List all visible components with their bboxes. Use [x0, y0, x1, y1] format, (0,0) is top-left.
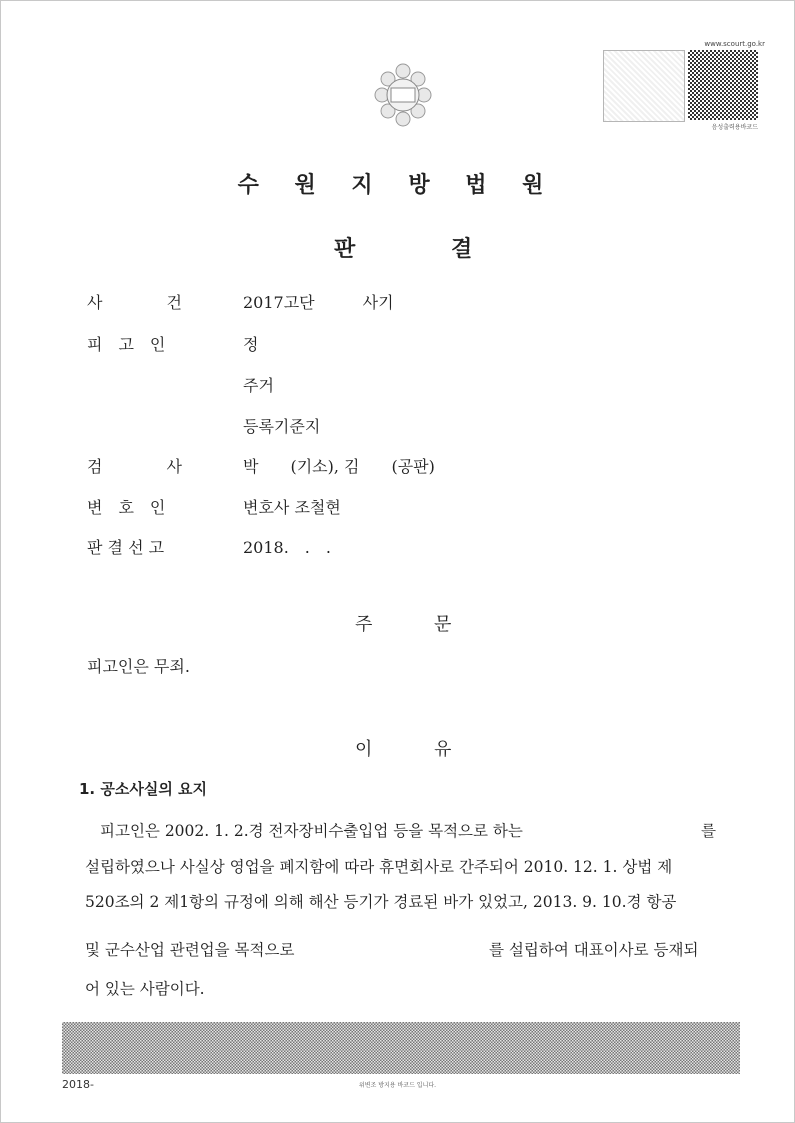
order-text: 피고인은 무죄.: [87, 657, 190, 676]
reasons-heading-char-2: 유: [434, 739, 452, 760]
reasons-line-4: 및 군수산업 관련업을 목적으로: [85, 941, 295, 959]
doc-type-char-1: 판: [334, 236, 356, 262]
order-heading-char-1: 주: [355, 614, 373, 635]
doc-type-char-2: 결: [451, 236, 473, 262]
reasons-subheading: 1. 공소사실의 요지: [79, 780, 208, 798]
voice-barcode: [688, 50, 758, 120]
field-label-prosecutor: 검 사: [87, 457, 182, 476]
field-value-counsel: 변호사 조철현: [243, 498, 341, 517]
scourt-barcode-block: [600, 40, 765, 131]
scourt-url: www.scourt.go.kr: [704, 40, 765, 48]
page-code: 2018-: [62, 1078, 94, 1091]
field-label-counsel: 변 호 인: [87, 498, 166, 517]
anti-forgery-barcode: [62, 1022, 740, 1074]
reasons-line-2: 설립하였으나 사실상 영업을 폐지함에 따라 휴면회사로 간주되어 2010. 12. 1. 상법 제: [85, 858, 673, 876]
field-label-defendant: 피 고 인: [87, 335, 166, 354]
court-name: 수 원 지 방 법 원: [237, 172, 558, 198]
field-value-registration: 등록기준지: [243, 417, 321, 436]
court-seal: [374, 57, 432, 133]
voice-barcode-caption: 음성출력용바코드: [711, 124, 758, 131]
field-label-case: 사 건: [87, 293, 182, 312]
faded-barcode: [603, 50, 685, 122]
field-value-defendant: 정: [243, 335, 259, 354]
reasons-heading-char-1: 이: [355, 739, 373, 760]
field-value-residence: 주거: [243, 376, 274, 395]
field-label-sentence-date: 판 결 선 고: [87, 538, 165, 557]
reasons-line-1-end: 를: [701, 822, 716, 840]
order-heading-char-2: 문: [434, 614, 452, 635]
field-value-case: 2017고단 사기: [243, 293, 394, 312]
reasons-line-1: 피고인은 2002. 1. 2.경 전자장비수출입업 등을 목적으로 하는: [100, 822, 523, 840]
field-value-prosecutor: 박 (기소), 김 (공판): [243, 457, 435, 476]
field-value-sentence-date: 2018. . .: [243, 538, 331, 557]
barcode-note: 위변조 방지용 바코드 입니다.: [358, 1082, 437, 1089]
reasons-line-4-end: 를 설립하여 대표이사로 등재되: [489, 941, 699, 959]
reasons-line-5: 어 있는 사람이다.: [85, 980, 205, 998]
reasons-line-3: 520조의 2 제1항의 규정에 의해 해산 등기가 경료된 바가 있었고, 2013. 9. 10.경 항공: [85, 893, 677, 911]
